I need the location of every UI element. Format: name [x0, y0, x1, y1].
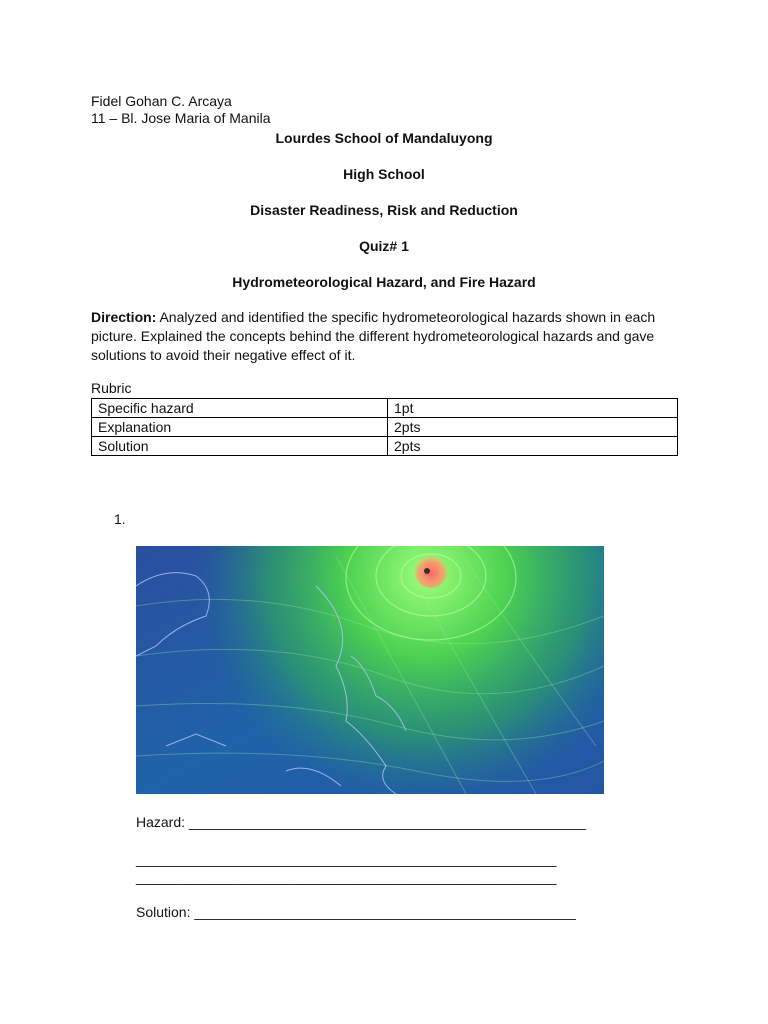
- author-info: [91, 93, 271, 127]
- rubric-criterion: Explanation: [92, 418, 388, 437]
- typhoon-map-image: [136, 546, 604, 794]
- solution-answer-line[interactable]: Solution: _________________________________________________: [136, 904, 576, 920]
- explanation-answer-line[interactable]: ______________________________________________________: [136, 851, 557, 867]
- author-section: 11 – Bl. Jose Maria of Manila: [91, 110, 271, 126]
- direction-text: Analyzed and identified the specific hydrometeorological hazards shown in each picture. Explained the concepts behind the different hydrometeorological hazards and gave solutions to avoid their negative effect of it.: [91, 309, 656, 363]
- item-number: 1.: [114, 511, 126, 527]
- direction-paragraph: [91, 308, 681, 365]
- author-name: Fidel Gohan C. Arcaya: [91, 93, 232, 109]
- rubric-criterion: Solution: [92, 437, 388, 456]
- topic-title: Hydrometeorological Hazard, and Fire Hazard: [232, 274, 536, 290]
- quiz-title: Quiz# 1: [359, 238, 409, 254]
- table-row: [92, 399, 678, 418]
- table-row: [92, 437, 678, 456]
- explanation-answer-line[interactable]: ______________________________________________________: [136, 869, 557, 885]
- school-level: High School: [343, 166, 425, 182]
- rubric-label: Rubric: [91, 380, 132, 396]
- table-row: [92, 418, 678, 437]
- subject-title: Disaster Readiness, Risk and Reduction: [250, 202, 518, 218]
- direction-label: Direction:: [91, 309, 157, 325]
- rubric-points: 1pt: [388, 399, 678, 418]
- hazard-answer-line[interactable]: Hazard: ___________________________________________________: [136, 814, 587, 830]
- school-name: Lourdes School of Mandaluyong: [275, 130, 493, 146]
- rubric-table: [91, 398, 678, 456]
- rubric-points: 2pts: [388, 437, 678, 456]
- rubric-points: 2pts: [388, 418, 678, 437]
- rubric-criterion: Specific hazard: [92, 399, 388, 418]
